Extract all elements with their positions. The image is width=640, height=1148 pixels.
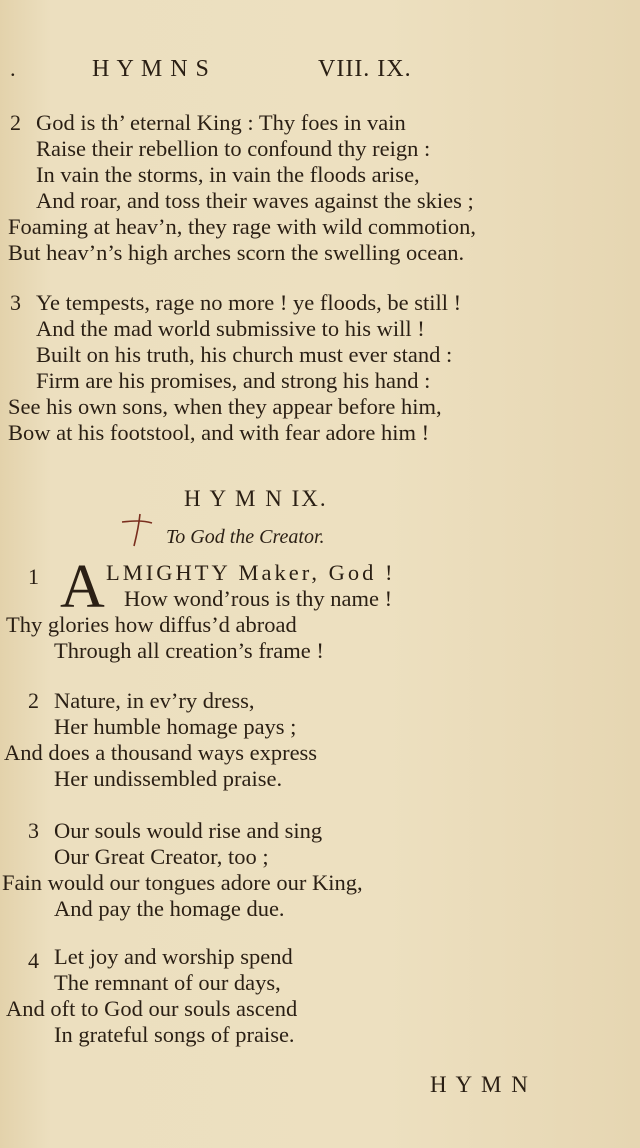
verse-line: How wond’rous is thy name ! <box>124 586 393 611</box>
verse-line: God is th’ eternal King : Thy foes in vain <box>36 110 406 135</box>
stanza-number: 3 <box>10 290 21 315</box>
stanza-number: 4 <box>28 948 39 973</box>
verse-line: LMIGHTY Maker, God ! <box>106 560 396 585</box>
hymn-title: H Y M N IX. <box>184 486 328 511</box>
verse-line: And pay the homage due. <box>54 896 285 921</box>
verse-line: Let joy and worship spend <box>54 944 293 969</box>
verse-line: Our Great Creator, too ; <box>54 844 269 869</box>
verse-line: Her humble homage pays ; <box>54 714 297 739</box>
verse-line: In grateful songs of praise. <box>54 1022 295 1047</box>
verse-line: Ye tempests, rage no more ! ye floods, be still ! <box>36 290 462 315</box>
verse-line: In vain the storms, in vain the floods arise, <box>36 162 420 187</box>
verse-line: Raise their rebellion to confound thy reign : <box>36 136 431 161</box>
verse-line: Our souls would rise and sing <box>54 818 323 843</box>
stanza-number: 2 <box>10 110 21 135</box>
verse-line: Through all creation’s frame ! <box>54 638 324 663</box>
verse-line: See his own sons, when they appear before him, <box>8 394 442 419</box>
catchword: H Y M N <box>430 1072 530 1097</box>
verse-line: But heav’n’s high arches scorn the swelling ocean. <box>8 240 465 265</box>
verse-line: And the mad world submissive to his will ! <box>36 316 425 341</box>
verse-line: Firm are his promises, and strong his hand : <box>36 368 431 393</box>
drop-capital: A <box>60 553 105 621</box>
verse-line: And does a thousand ways express <box>4 740 318 765</box>
stanza-number: 2 <box>28 688 39 713</box>
handwritten-cross-mark <box>118 510 158 550</box>
verse-line: And oft to God our souls ascend <box>6 996 298 1021</box>
verse-line: Her undissembled praise. <box>54 766 283 791</box>
verse-line: And roar, and toss their waves against the skies ; <box>36 188 474 213</box>
verse-line: Thy glories how diffus’d abroad <box>6 612 297 637</box>
verse-line: Built on his truth, his church must ever stand : <box>36 342 453 367</box>
verse-line: Fain would our tongues adore our King, <box>2 870 363 895</box>
verse-line: Nature, in ev’ry dress, <box>54 688 255 713</box>
hymn-subtitle: To God the Creator. <box>166 526 325 548</box>
stanza-number: 1 <box>28 564 39 589</box>
hymn-numbers: VIII. IX. <box>318 56 412 82</box>
verse-line: The remnant of our days, <box>54 970 281 995</box>
verse-line: Bow at his footstool, and with fear adore him ! <box>8 420 430 445</box>
verse-line: Foaming at heav’n, they rage with wild commotion, <box>8 214 477 239</box>
header-dot: . <box>10 56 16 81</box>
running-title: H Y M N S <box>92 56 210 82</box>
stanza-number: 3 <box>28 818 39 843</box>
